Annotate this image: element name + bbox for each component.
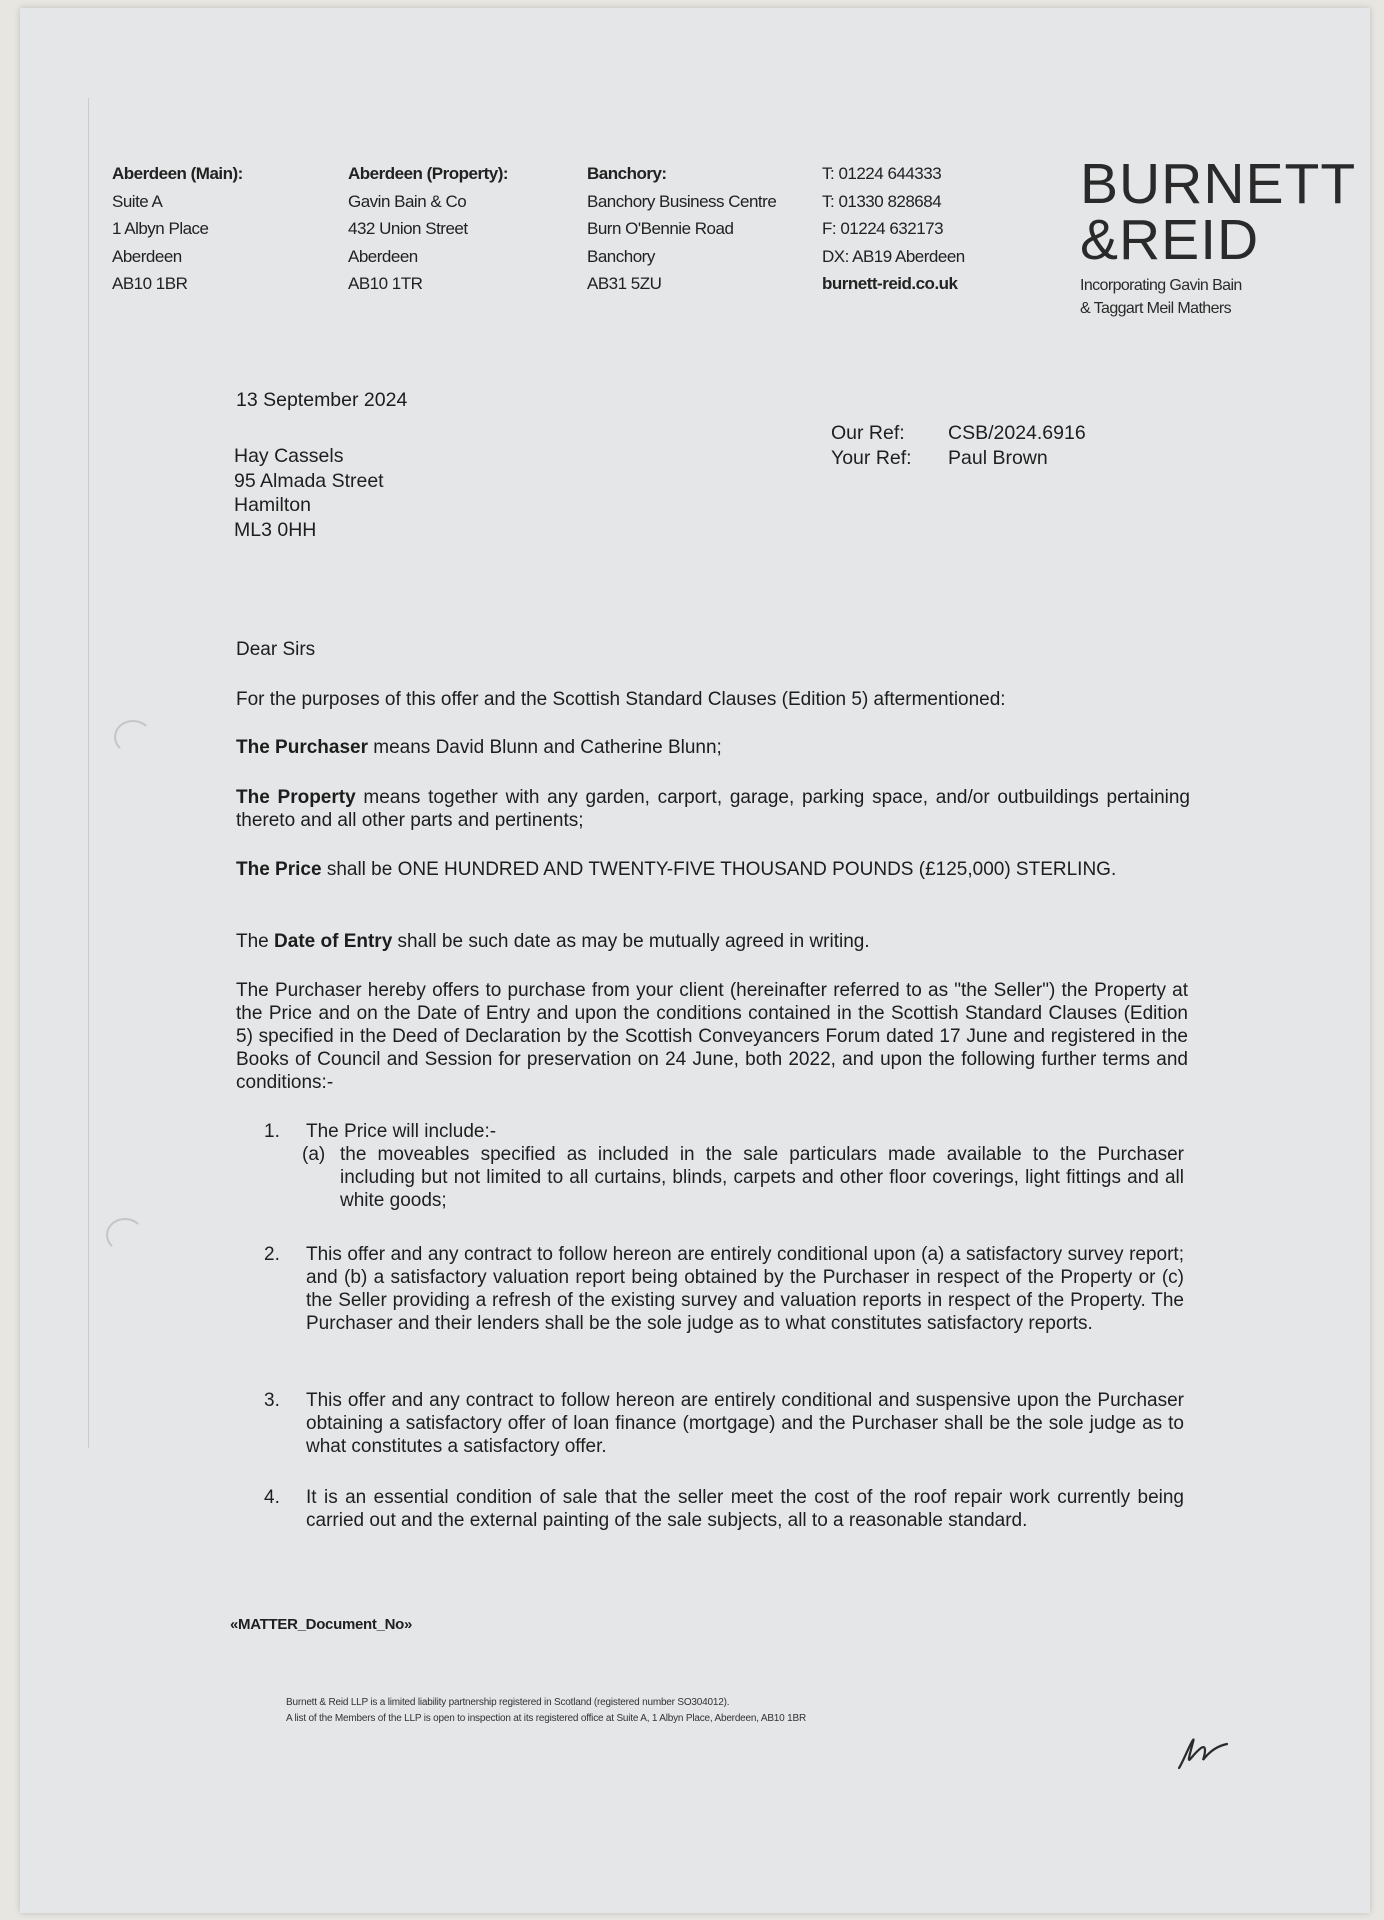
legal-footer — [286, 1695, 806, 1727]
defined-term: The Price — [236, 859, 322, 880]
defined-term: Date of Entry — [274, 931, 393, 952]
clause-text: The Price will include:- — [306, 1121, 497, 1142]
office-heading: Aberdeen (Property): — [348, 164, 509, 183]
logo-burnett: BURNETT — [1080, 152, 1357, 216]
office-line: AB10 1TR — [348, 274, 423, 293]
clause-list — [264, 1120, 1184, 1212]
sub-clause-item — [302, 1143, 1184, 1212]
our-ref-label: Our Ref: — [831, 422, 905, 444]
recipient-line: Hay Cassels — [234, 445, 344, 467]
clause-text: This offer and any contract to follow hereon are entirely conditional upon (a) a satisfactory survey report; and (b) a satisfactory valuation report being obtained by the Purchaser in respect of the Property or (c) the Seller providing a refresh of the existing survey and valuation reports in respect of the Property. The Purchaser and their lenders shall be the sole judge as to what constitutes satisfactory reports. — [306, 1244, 1184, 1334]
clause-item — [264, 1120, 1184, 1143]
clause-list — [264, 1243, 1184, 1335]
clause-number: 2. — [264, 1244, 280, 1265]
clause-item — [264, 1486, 1184, 1532]
office-line: 1 Albyn Place — [112, 219, 209, 238]
definition-text: shall be such date as may be mutually agreed in writing. — [392, 931, 870, 952]
punch-hole-mark — [106, 1218, 144, 1252]
office-line: Banchory Business Centre — [587, 191, 777, 211]
intro-paragraph: For the purposes of this offer and the Scottish Standard Clauses (Edition 5) aftermentioned: — [236, 689, 1006, 710]
company-logo — [1080, 152, 1357, 272]
punch-hole-mark — [114, 720, 152, 754]
clause-list — [264, 1486, 1184, 1532]
office-line: Aberdeen — [112, 246, 182, 266]
logo-subtitle-line: Incorporating Gavin Bain — [1080, 277, 1242, 294]
clause-text: It is an essential condition of sale that the seller meet the cost of the roof repair work currently being carried out and the external painting of the sale subjects, all to a reasonable standard. — [306, 1487, 1184, 1531]
office-heading: Banchory: — [587, 164, 667, 183]
matter-merge-field: «MATTER_Document_No» — [230, 1616, 413, 1633]
footer-line: A list of the Members of the LLP is open to inspection at its registered office at Suite A, 1 Albyn Place, Aberdeen, AB10 1BR — [286, 1713, 806, 1724]
phone-banchory: T: 01330 828684 — [822, 191, 942, 211]
definition-prefix: The — [236, 931, 275, 952]
logo-reid: &REID — [1080, 208, 1260, 272]
office-banchory — [587, 160, 776, 298]
purchaser-definition — [236, 736, 1190, 759]
your-ref-value: Paul Brown — [948, 447, 1048, 469]
property-definition — [236, 786, 1190, 832]
office-line: Burn O'Bennie Road — [587, 219, 734, 238]
office-aberdeen-main — [112, 160, 243, 298]
clause-number: 4. — [264, 1487, 280, 1508]
office-line: Gavin Bain & Co — [348, 191, 467, 211]
office-line: Aberdeen — [348, 246, 418, 266]
clause-text: This offer and any contract to follow hereon are entirely conditional and suspensive upon the Purchaser obtaining a satisfactory offer of loan finance (mortgage) and the Purchaser shall be the sole judge as to what constitutes a satisfactory offer. — [306, 1390, 1184, 1457]
office-line: Banchory — [587, 246, 655, 266]
office-line: AB10 1BR — [112, 274, 188, 293]
our-ref-value: CSB/2024.6916 — [948, 422, 1086, 444]
margin-rule — [88, 98, 89, 1448]
clause-number: 1. — [264, 1121, 280, 1142]
references — [831, 421, 1086, 471]
office-line: 432 Union Street — [348, 219, 468, 238]
recipient-address — [234, 444, 384, 542]
dx: DX: AB19 Aberdeen — [822, 246, 965, 266]
sub-clause-text: the moveables specified as included in the sale particulars made available to the Purchaser including but not limited to all curtains, blinds, carpets and other floor coverings, light fittings and all white goods; — [340, 1144, 1184, 1211]
clause-item — [264, 1243, 1184, 1335]
letter-page — [20, 8, 1370, 1913]
office-heading: Aberdeen (Main): — [112, 164, 243, 183]
offer-paragraph: The Purchaser hereby offers to purchase from your client (hereinafter referred to as "the Seller") the Property at the Price and on the Date of Entry and upon the conditions contained in the Scottish Standard Clauses (Edition 5) specified in the Deed of Declaration by the Scottish Conveyancers Forum dated 17 June and registered in the Books of Council and Session for preservation on 24 June, both 2022, and upon the following further terms and conditions:- — [236, 980, 1188, 1093]
initials-signature — [1175, 1734, 1235, 1774]
entry-definition — [236, 930, 1190, 953]
defined-term: The Purchaser — [236, 737, 368, 758]
footer-line: Burnett & Reid LLP is a limited liability partnership registered in Scotland (registered number SO304012). — [286, 1697, 730, 1708]
definition-text: shall be ONE HUNDRED AND TWENTY-FIVE THOUSAND POUNDS (£125,000) STERLING. — [321, 859, 1117, 880]
definition-text: means together with any garden, carport, garage, parking space, and/or outbuildings pertaining thereto and all other parts and pertinents; — [236, 787, 1190, 831]
fax: F: 01224 632173 — [822, 219, 944, 238]
phone-main: T: 01224 644333 — [822, 164, 942, 183]
office-line: AB31 5ZU — [587, 274, 662, 293]
price-definition — [236, 858, 1190, 881]
recipient-line: ML3 0HH — [234, 518, 317, 541]
contact-details — [822, 160, 965, 298]
logo-subtitle-line: & Taggart Meil Mathers — [1080, 300, 1232, 317]
office-aberdeen-property — [348, 160, 508, 298]
office-line: Suite A — [112, 191, 163, 211]
clause-number: 3. — [264, 1390, 280, 1411]
sub-clause-letter: (a) — [302, 1144, 326, 1165]
logo-subtitle — [1080, 274, 1242, 320]
your-ref-label: Your Ref: — [831, 447, 912, 469]
defined-term: The Property — [236, 787, 356, 808]
salutation: Dear Sirs — [236, 639, 316, 660]
recipient-line: 95 Almada Street — [234, 469, 384, 492]
definition-text: means David Blunn and Catherine Blunn; — [368, 737, 722, 758]
clause-item — [264, 1389, 1184, 1458]
website-link[interactable]: burnett-reid.co.uk — [822, 274, 958, 293]
letter-date: 13 September 2024 — [236, 389, 408, 411]
clause-list — [264, 1389, 1184, 1458]
recipient-line: Hamilton — [234, 494, 311, 516]
